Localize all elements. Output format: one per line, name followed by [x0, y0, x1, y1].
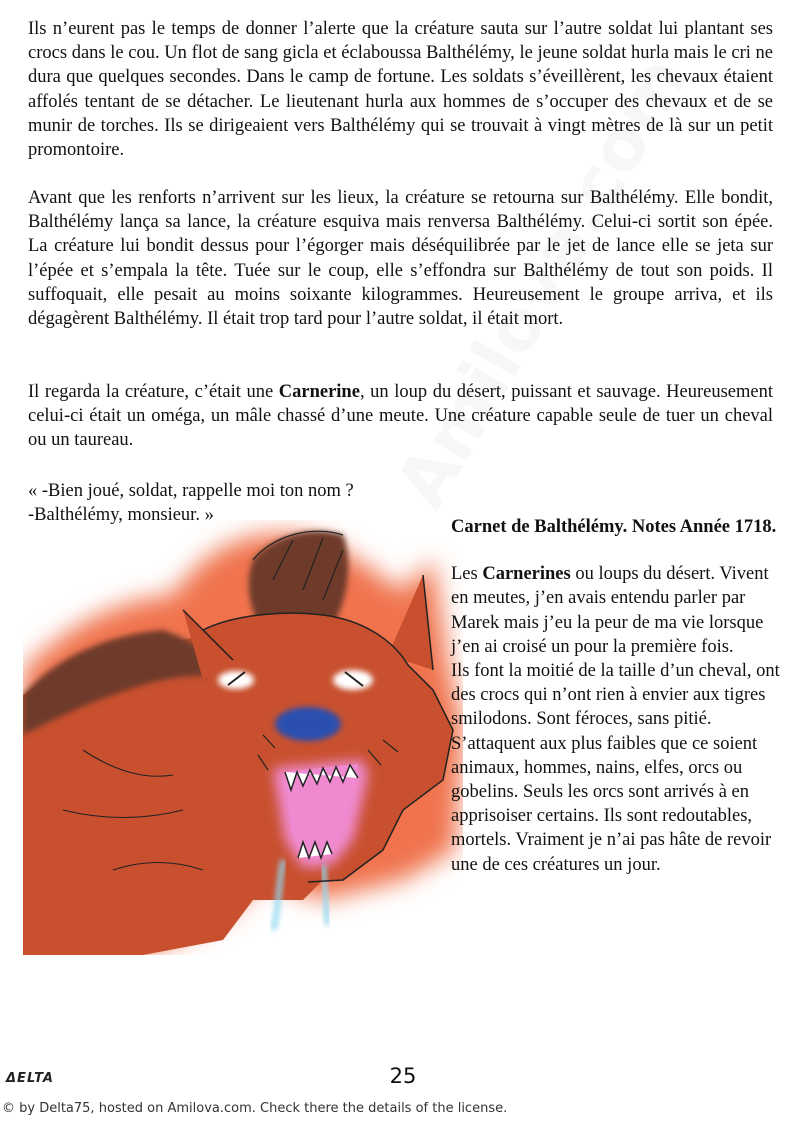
paragraph-3-end: , un loup du désert, puissant et sauvage. Heureusement celui-ci était un oméga, un mâle chassé d’une meute. Une créature capable seule de tuer un cheval ou un taureau. [28, 382, 773, 451]
dialogue-line-2: -Balthélémy, monsieur. » [28, 505, 214, 526]
story-paragraph-3 [28, 380, 773, 453]
page-number: 25 [389, 1064, 417, 1088]
dialogue-line-1: « -Bien joué, soldat, rappelle moi ton nom ? [28, 481, 354, 501]
artist-signature: ΔELTA [6, 1071, 54, 1086]
paragraph-3-start: Il regarda la créature, c’était une [28, 382, 279, 402]
notebook-text [451, 562, 781, 877]
creature-name-bold: Carnerine [278, 382, 360, 402]
story-paragraph-2: Avant que les renforts n’arrivent sur les lieux, la créature se retourna sur Balthélémy. Elle bondit, Balthélémy lança sa lance, la créature esquiva mais renversa Balthélémy. Celui-ci sortit son épée. La créature lui bondit dessus pour l’égorger mais déséquilibrée par le jet de lance elle se jeta sur l’épée et s’empala la tête. Tuée sur le coup, elle s’effondra sur Balthélémy de tout son poids. Il suffoquait, elle pesait au moins soixante kilogrammes. Heureusement le groupe arriva, et ils dégagèrent Balthélémy. Il était trop tard pour l’autre soldat, il était mort. [28, 188, 773, 330]
notebook-title: Carnet de Balthélémy. Notes Année 1718. [451, 517, 777, 537]
story-paragraph-1: Ils n’eurent pas le temps de donner l’alerte que la créature sauta sur l’autre soldat lui plantant ses crocs dans le cou. Un flot de sang gicla et éclaboussa Balthélémy, le jeune soldat hurla mais le cri ne dura que quelques secondes. Dans le camp de fortune. Les soldats s’éveillèrent, les chevaux étaient affolés tentant de se détacher. Le lieutenant hurla aux hommes de s’occuper des chevaux et de se munir de torches. Ils se dirigeaient vers Balthélémy qui se trouvait à vingt mètres de là sur un petit promontoire. [28, 19, 773, 161]
carnerines-bold: Carnerines [482, 564, 571, 585]
carnerine-illustration [23, 520, 463, 955]
notebook-intro-end: ou loups du désert. Vivent en meutes, j’en avais entendu parler par Marek mais j’eu la peur de ma vie lorsque j’en ai croisé un pour la première fois. [451, 564, 769, 657]
license-notice: © by Delta75, hosted on Amilova.com. Check there the details of the license. [2, 1101, 508, 1116]
notebook-description: Ils font la moitié de la taille d’un cheval, ont des crocs qui n’ont rien à envier aux tigres smilodons. Sont féroces, sans pitié. S’attaquent aux plus faibles que ce soient animaux, hommes, nains, elfes, orcs ou gobelins. Seuls les orcs sont arrivés à en apprisoiser certains. Ils sont redoutables, mortels. Vraiment je n’ai pas hâte de revoir une de ces créatures un jour. [451, 661, 780, 875]
notebook-intro-start: Les [451, 564, 483, 585]
notebook-entry [451, 515, 781, 877]
